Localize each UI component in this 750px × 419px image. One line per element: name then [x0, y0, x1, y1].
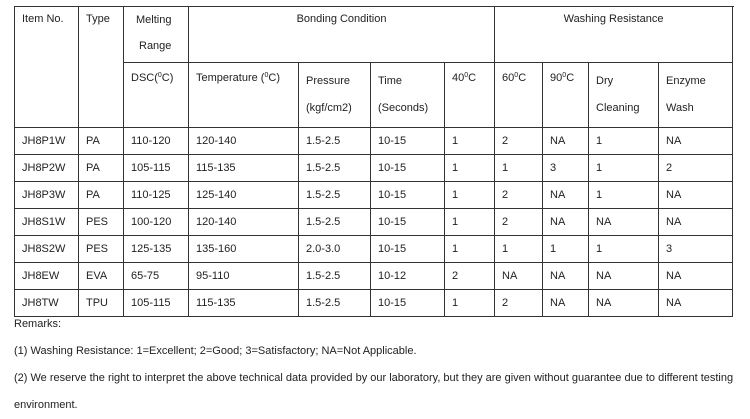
cell-90c: NA [543, 263, 589, 290]
cell-40c: 1 [445, 155, 495, 182]
cell-pressure: 1.5-2.5 [299, 263, 371, 290]
header-time: Time (Seconds) [371, 63, 445, 128]
cell-60c: 2 [495, 209, 543, 236]
cell-40c: 1 [445, 290, 495, 317]
header-temperature: Temperature ($^0$C) [189, 63, 299, 128]
cell-item: JH8S2W [15, 236, 79, 263]
cell-dry-cleaning: 1 [589, 128, 659, 155]
header-90c: $90^0C$ [543, 63, 589, 128]
cell-90c: NA [543, 182, 589, 209]
cell-time: 10-15 [371, 290, 445, 317]
remarks-title: Remarks: [14, 318, 62, 330]
cell-type: PA [79, 182, 124, 209]
cell-temperature: 115-135 [189, 155, 299, 182]
cell-time: 10-15 [371, 236, 445, 263]
cell-dsc: 110-120 [124, 128, 189, 155]
cell-temperature: 115-135 [189, 290, 299, 317]
remarks-note-1: (1) Washing Resistance: 1=Excellent; 2=Good; 3=Satisfactory; NA=Not Applicable. [14, 345, 417, 357]
remarks-note-2: (2) We reserve the right to interpret the above technical data provided by our laboratory, but they are given without guarantee due to different testing environment. [14, 372, 734, 411]
header-type: Type [79, 7, 124, 128]
cell-dsc: 65-75 [124, 263, 189, 290]
header-dry-cleaning: Dry Cleaning [589, 63, 659, 128]
cell-type: EVA [79, 263, 124, 290]
table-row [15, 263, 733, 290]
cell-40c: 1 [445, 236, 495, 263]
cell-dsc: 125-135 [124, 236, 189, 263]
cell-time: 10-15 [371, 182, 445, 209]
cell-pressure: 1.5-2.5 [299, 290, 371, 317]
table-row [15, 128, 733, 155]
cell-pressure: 2.0-3.0 [299, 236, 371, 263]
cell-dry-cleaning: 1 [589, 236, 659, 263]
cell-dsc: 110-125 [124, 182, 189, 209]
cell-dsc: 105-115 [124, 155, 189, 182]
header-60c: $60^0C$ [495, 63, 543, 128]
cell-60c: 1 [495, 236, 543, 263]
cell-type: PES [79, 236, 124, 263]
cell-60c: 2 [495, 290, 543, 317]
cell-item: JH8P2W [15, 155, 79, 182]
cell-pressure: 1.5-2.5 [299, 155, 371, 182]
cell-40c: 1 [445, 209, 495, 236]
header-item-no: Item No. [15, 7, 79, 128]
cell-time: 10-15 [371, 128, 445, 155]
cell-item: JH8TW [15, 290, 79, 317]
header-enzyme-wash: Enzyme Wash [659, 63, 733, 128]
table-row [15, 236, 733, 263]
table-row [15, 209, 733, 236]
header-washing-resistance: Washing Resistance [495, 7, 733, 63]
cell-60c: 1 [495, 155, 543, 182]
header-dsc: DSC($^0$C) [124, 63, 189, 128]
cell-time: 10-15 [371, 209, 445, 236]
header-bonding-condition: Bonding Condition [189, 7, 495, 63]
cell-pressure: 1.5-2.5 [299, 209, 371, 236]
cell-item: JH8S1W [15, 209, 79, 236]
cell-time: 10-15 [371, 155, 445, 182]
cell-pressure: 1.5-2.5 [299, 182, 371, 209]
cell-40c: 1 [445, 128, 495, 155]
cell-temperature: 120-140 [189, 209, 299, 236]
cell-type: PA [79, 128, 124, 155]
header-40c: $40^0C$ [445, 63, 495, 128]
cell-enzyme-wash: 3 [659, 236, 733, 263]
cell-pressure: 1.5-2.5 [299, 128, 371, 155]
cell-temperature: 120-140 [189, 128, 299, 155]
cell-item: JH8EW [15, 263, 79, 290]
cell-90c: NA [543, 290, 589, 317]
cell-40c: 2 [445, 263, 495, 290]
cell-enzyme-wash: 2 [659, 155, 733, 182]
header-row-1 [15, 7, 733, 63]
header-melting-range: Melting Range [124, 7, 189, 63]
cell-type: PA [79, 155, 124, 182]
cell-60c: 2 [495, 128, 543, 155]
cell-temperature: 125-140 [189, 182, 299, 209]
cell-dry-cleaning: 1 [589, 182, 659, 209]
cell-enzyme-wash: NA [659, 290, 733, 317]
cell-dry-cleaning: NA [589, 263, 659, 290]
spec-table [14, 6, 733, 317]
cell-item: JH8P1W [15, 128, 79, 155]
cell-90c: NA [543, 209, 589, 236]
cell-dry-cleaning: NA [589, 209, 659, 236]
cell-60c: NA [495, 263, 543, 290]
cell-enzyme-wash: NA [659, 128, 733, 155]
cell-enzyme-wash: NA [659, 263, 733, 290]
cell-dsc: 100-120 [124, 209, 189, 236]
remarks-section [14, 311, 744, 419]
cell-dry-cleaning: 1 [589, 155, 659, 182]
cell-dsc: 105-115 [124, 290, 189, 317]
table-row [15, 155, 733, 182]
cell-dry-cleaning: NA [589, 290, 659, 317]
cell-enzyme-wash: NA [659, 209, 733, 236]
cell-enzyme-wash: NA [659, 182, 733, 209]
cell-60c: 2 [495, 182, 543, 209]
cell-90c: 1 [543, 236, 589, 263]
cell-item: JH8P3W [15, 182, 79, 209]
cell-90c: NA [543, 128, 589, 155]
cell-90c: 3 [543, 155, 589, 182]
cell-temperature: 95-110 [189, 263, 299, 290]
cell-type: PES [79, 209, 124, 236]
cell-time: 10-12 [371, 263, 445, 290]
table-row [15, 182, 733, 209]
cell-type: TPU [79, 290, 124, 317]
cell-temperature: 135-160 [189, 236, 299, 263]
header-pressure: Pressure (kgf/cm2) [299, 63, 371, 128]
cell-40c: 1 [445, 182, 495, 209]
